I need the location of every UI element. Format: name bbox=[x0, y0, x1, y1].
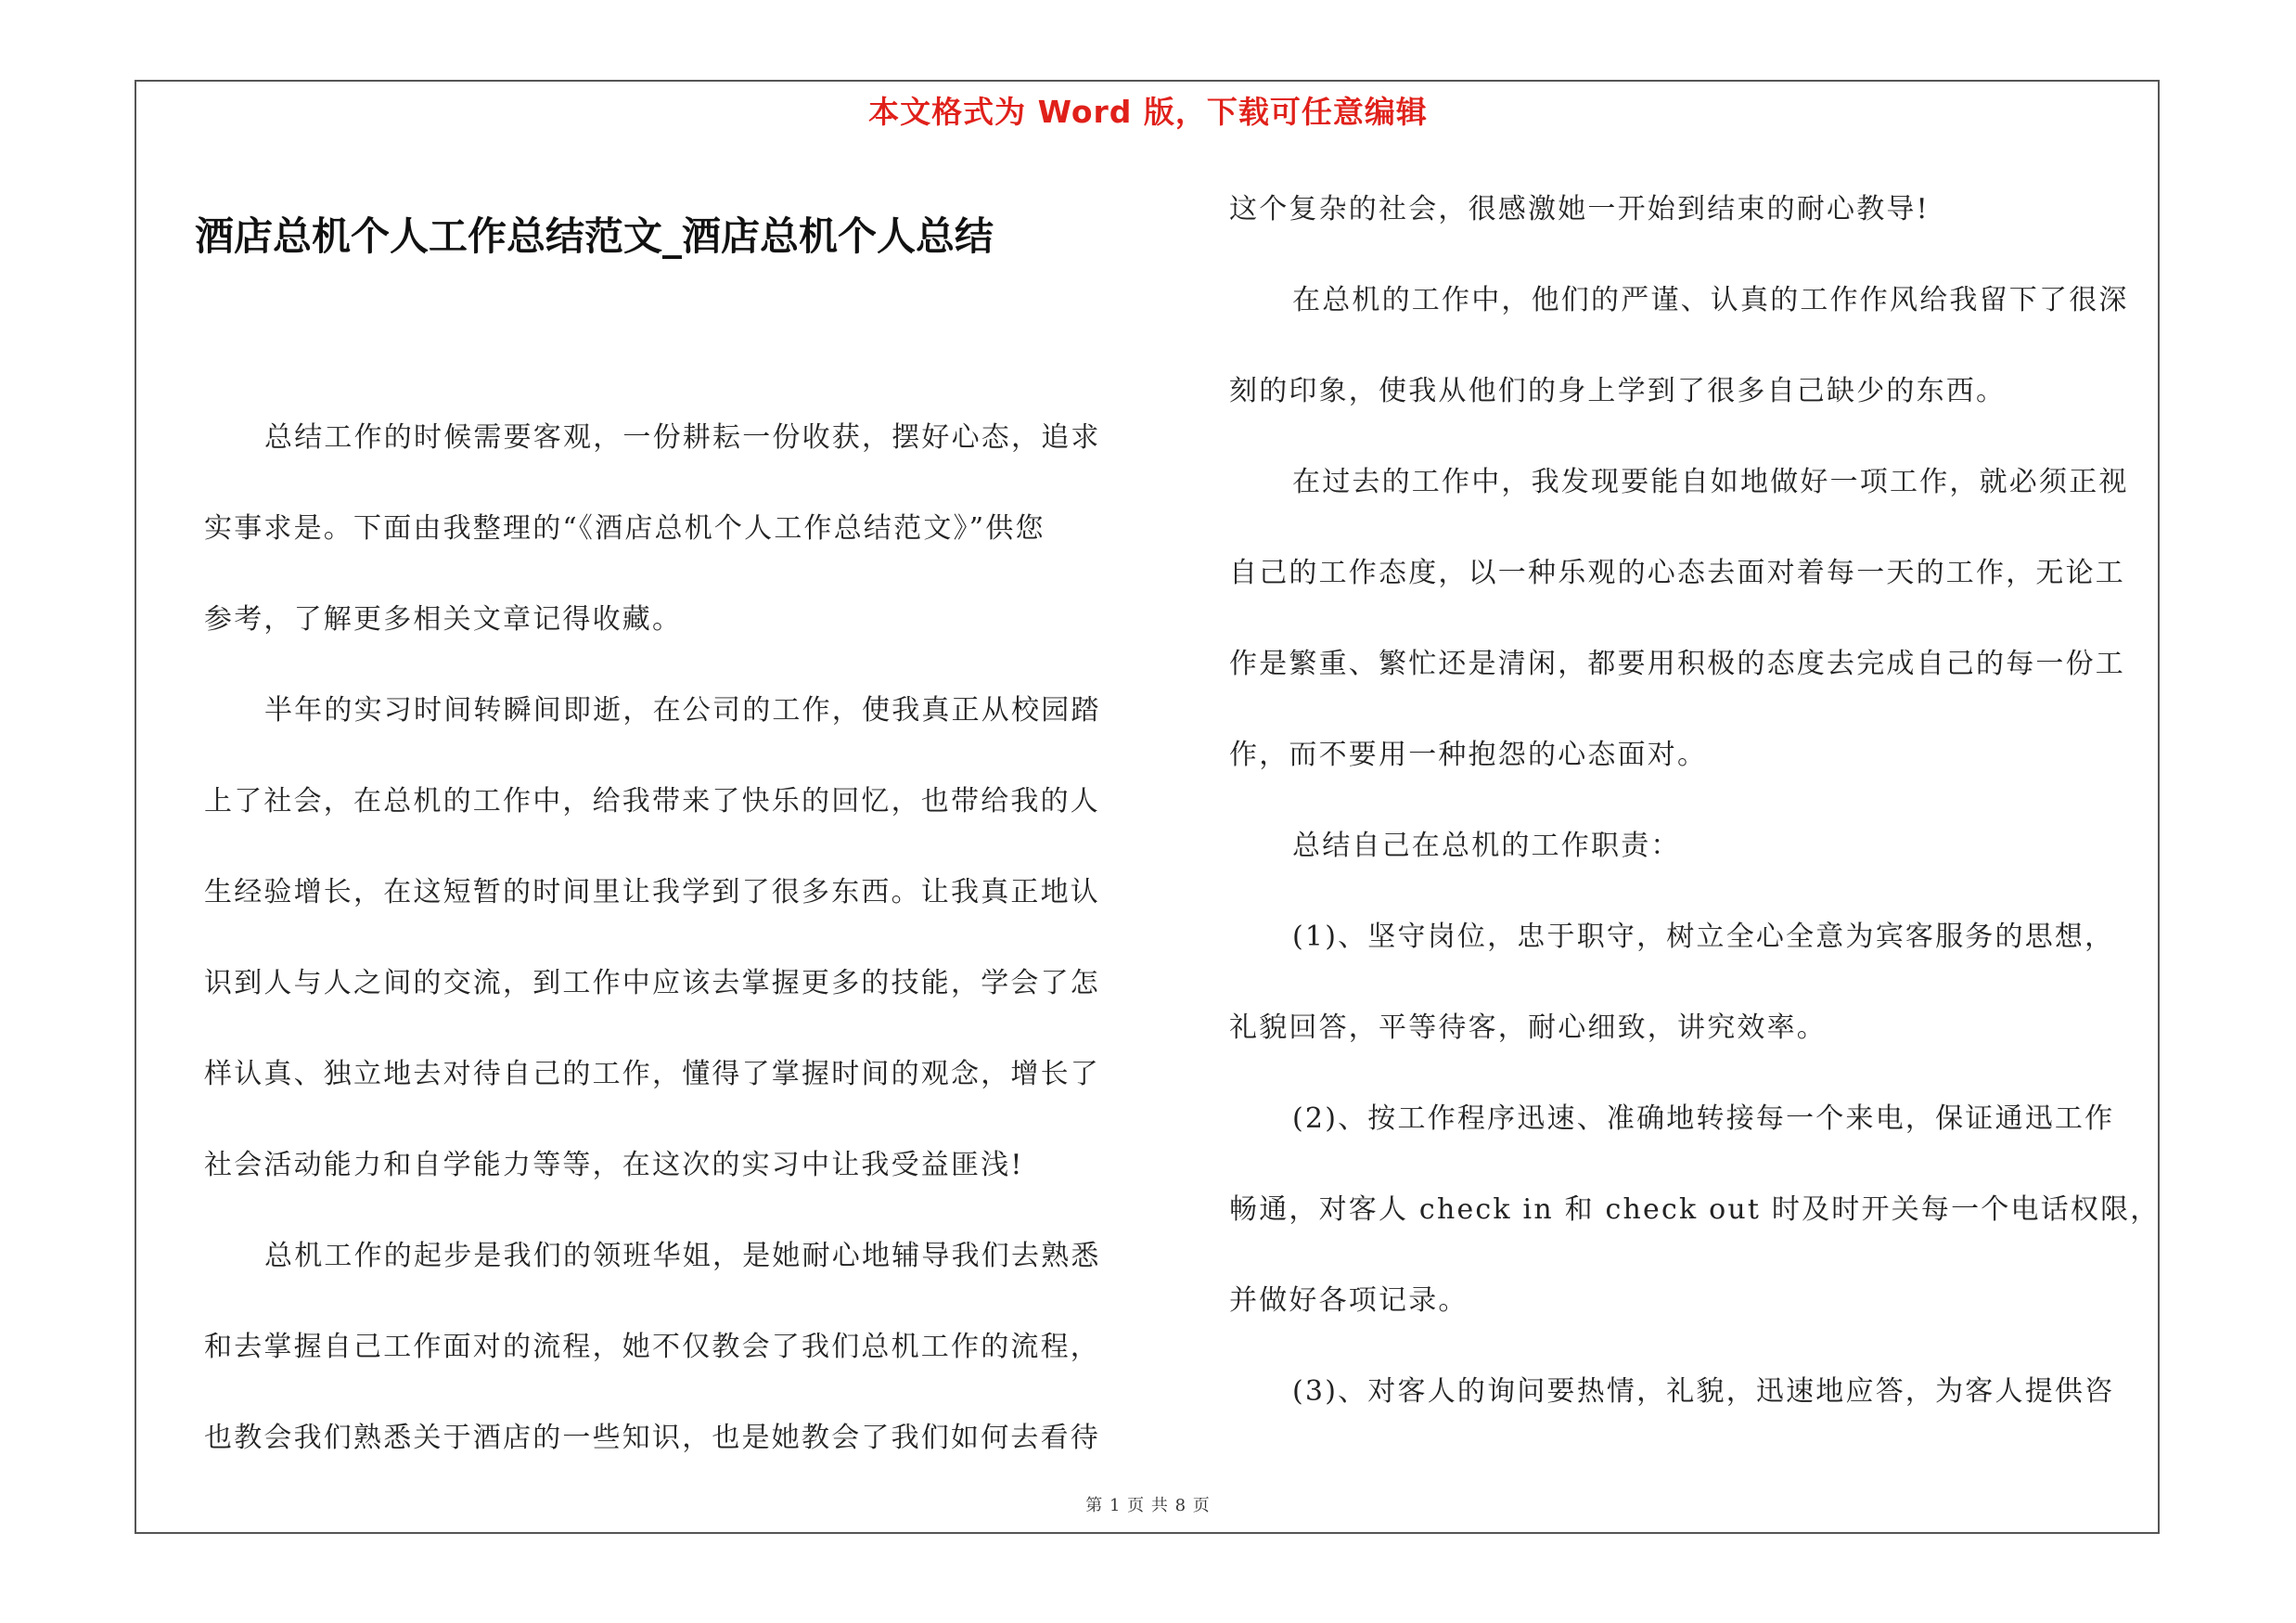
text-line: (1)、坚守岗位，忠于职守，树立全心全意为宾客服务的思想， bbox=[1292, 921, 2115, 953]
text-line: 生经验增长，在这短暂的时间里让我学到了很多东西。让我真正地认 bbox=[204, 876, 1100, 908]
text-line: 和去掌握自己工作面对的流程，她不仅教会了我们总机工作的流程， bbox=[204, 1331, 1100, 1363]
text-line: 识到人与人之间的交流，到工作中应该去掌握更多的技能，学会了怎 bbox=[204, 967, 1100, 999]
text-line: 半年的实习时间转瞬间即逝，在公司的工作，使我真正从校园踏 bbox=[264, 694, 1101, 727]
text-line: 参考，了解更多相关文章记得收藏。 bbox=[204, 603, 683, 636]
text-line: 自己的工作态度，以一种乐观的心态去面对着每一天的工作，无论工 bbox=[1229, 557, 2125, 589]
text-line: (3)、对客人的询问要热情，礼貌，迅速地应答，为客人提供咨 bbox=[1292, 1375, 2115, 1408]
text-line: 在过去的工作中，我发现要能自如地做好一项工作，就必须正视 bbox=[1292, 466, 2129, 498]
text-line: 礼貌回答，平等待客，耐心细致，讲究效率。 bbox=[1229, 1011, 1827, 1044]
page-number: 第 1 页 共 8 页 bbox=[1085, 1496, 1211, 1515]
text-line: 总结自己在总机的工作职责： bbox=[1292, 830, 1681, 862]
text-line: 也教会我们熟悉关于酒店的一些知识，也是她教会了我们如何去看待 bbox=[204, 1422, 1100, 1454]
text-line: 总机工作的起步是我们的领班华姐，是她耐心地辅导我们去熟悉 bbox=[264, 1240, 1101, 1272]
text-line: 实事求是。下面由我整理的“《酒店总机个人工作总结范文》”供您 bbox=[204, 512, 1045, 545]
text-line: 社会活动能力和自学能力等等，在这次的实习中让我受益匪浅! bbox=[204, 1149, 1024, 1181]
text-line: 总结工作的时候需要客观，一份耕耘一份收获，摆好心态，追求 bbox=[264, 421, 1101, 454]
text-line: 并做好各项记录。 bbox=[1229, 1284, 1469, 1317]
text-line: (2)、按工作程序迅速、准确地转接每一个来电，保证通迅工作 bbox=[1292, 1102, 2115, 1135]
text-line: 作，而不要用一种抱怨的心态面对。 bbox=[1229, 739, 1708, 771]
text-line: 作是繁重、繁忙还是清闲，都要用积极的态度去完成自己的每一份工 bbox=[1229, 648, 2125, 680]
text-line: 在总机的工作中，他们的严谨、认真的工作作风给我留下了很深 bbox=[1292, 284, 2129, 316]
format-banner: 本文格式为 Word 版，下载可任意编辑 bbox=[868, 94, 1428, 130]
document-title: 酒店总机个人工作总结范文_酒店总机个人总结 bbox=[195, 213, 994, 259]
text-line: 刻的印象，使我从他们的身上学到了很多自己缺少的东西。 bbox=[1229, 375, 2007, 407]
text-line: 样认真、独立地去对待自己的工作，懂得了掌握时间的观念，增长了 bbox=[204, 1058, 1100, 1090]
text-line: 这个复杂的社会，很感激她一开始到结束的耐心教导! bbox=[1229, 193, 1930, 225]
text-line: 畅通，对客人 check in 和 check out 时及时开关每一个电话权限， bbox=[1229, 1193, 2161, 1226]
text-line: 上了社会，在总机的工作中，给我带来了快乐的回忆，也带给我的人 bbox=[204, 785, 1100, 818]
